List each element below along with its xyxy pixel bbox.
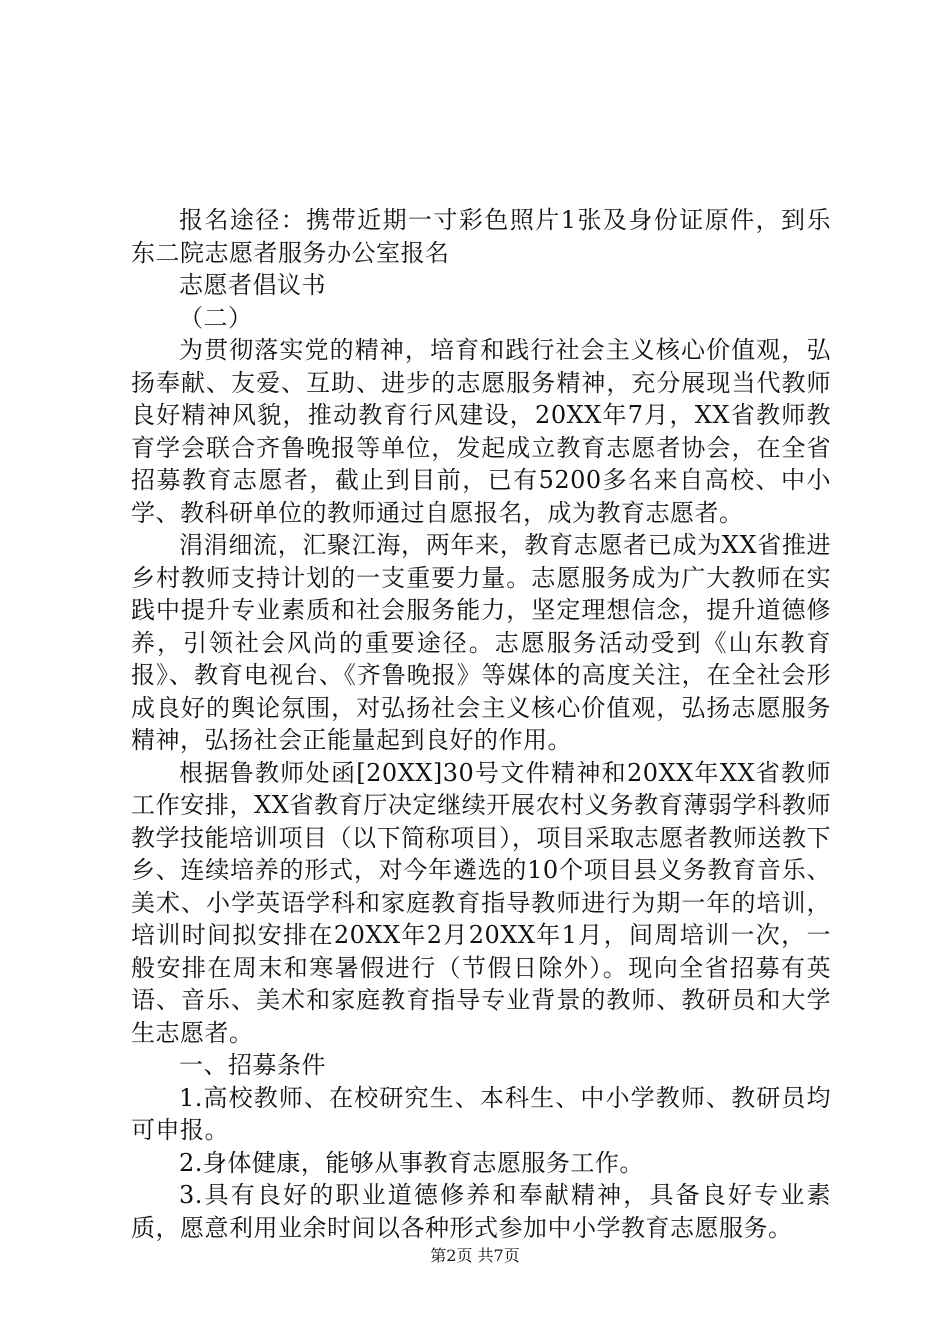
- page-footer: [0, 1246, 950, 1266]
- page-number-label: 第2页 共7页: [430, 1246, 520, 1265]
- paragraph-registration-method: 报名途径：携带近期一寸彩色照片1张及身份证原件，到乐东二院志愿者服务办公室报名: [131, 206, 831, 267]
- paragraph-achievements: 涓涓细流，汇聚江海，两年来，教育志愿者已成为XX省推进乡村教师支持计划的一支重要力量。志愿服务成为广大教师在实践中提升专业素质和社会服务能力，坚定理想信念，提升道德修养，引领社会风尚的重要途径。志愿服务活动受到《山东教育报》、教育电视台、《齐鲁晚报》等媒体的高度关注，在全社会形成良好的舆论氛围，对弘扬社会主义核心价值观，弘扬志愿服务精神，弘扬社会正能量起到良好的作用。: [131, 531, 831, 754]
- document-body: [131, 204, 831, 1244]
- section-heading-recruitment-conditions: 一、招募条件: [179, 1051, 326, 1079]
- paragraph-background: 为贯彻落实党的精神，培育和践行社会主义核心价值观，弘扬奉献、友爱、互助、进步的志愿服务精神，充分展现当代教师良好精神风貌，推动教育行风建设，20XX年7月，XX省教师教育学会联合齐鲁晚报等单位，发起成立教育志愿者协会，在全省招募教育志愿者，截止到目前，已有5200多名来自高校、中小学、教科研单位的教师通过自愿报名，成为教育志愿者。: [131, 336, 831, 527]
- condition-item-2: 2.身体健康，能够从事教育志愿服务工作。: [179, 1148, 644, 1177]
- paragraph-proposal-title: 志愿者倡议书: [179, 271, 326, 299]
- paragraph-project-arrangement: 根据鲁教师处函[20XX]30号文件精神和20XX年XX省教师工作安排，XX省教育厅决定继续开展农村义务教育薄弱学科教师教学技能培训项目（以下简称项目），项目采取志愿者教师送教下乡、连续培养的形式，对今年遴选的10个项目县义务教育音乐、美术、小学英语学科和家庭教育指导教师进行为期一年的培训，培训时间拟安排在20XX年2月20XX年1月，间周培训一次，一般安排在周末和寒暑假进行（节假日除外）。现向全省招募有英语、音乐、美术和家庭教育指导专业背景的教师、教研员和大学生志愿者。: [131, 758, 831, 1047]
- condition-item-3: 3.具有良好的职业道德修养和奉献精神，具备良好专业素质，愿意利用业余时间以各种形式参加中小学教育志愿服务。: [131, 1181, 831, 1242]
- condition-item-1: 1.高校教师、在校研究生、本科生、中小学教师、教研员均可申报。: [131, 1083, 831, 1144]
- paragraph-section-number: （二）: [179, 303, 253, 332]
